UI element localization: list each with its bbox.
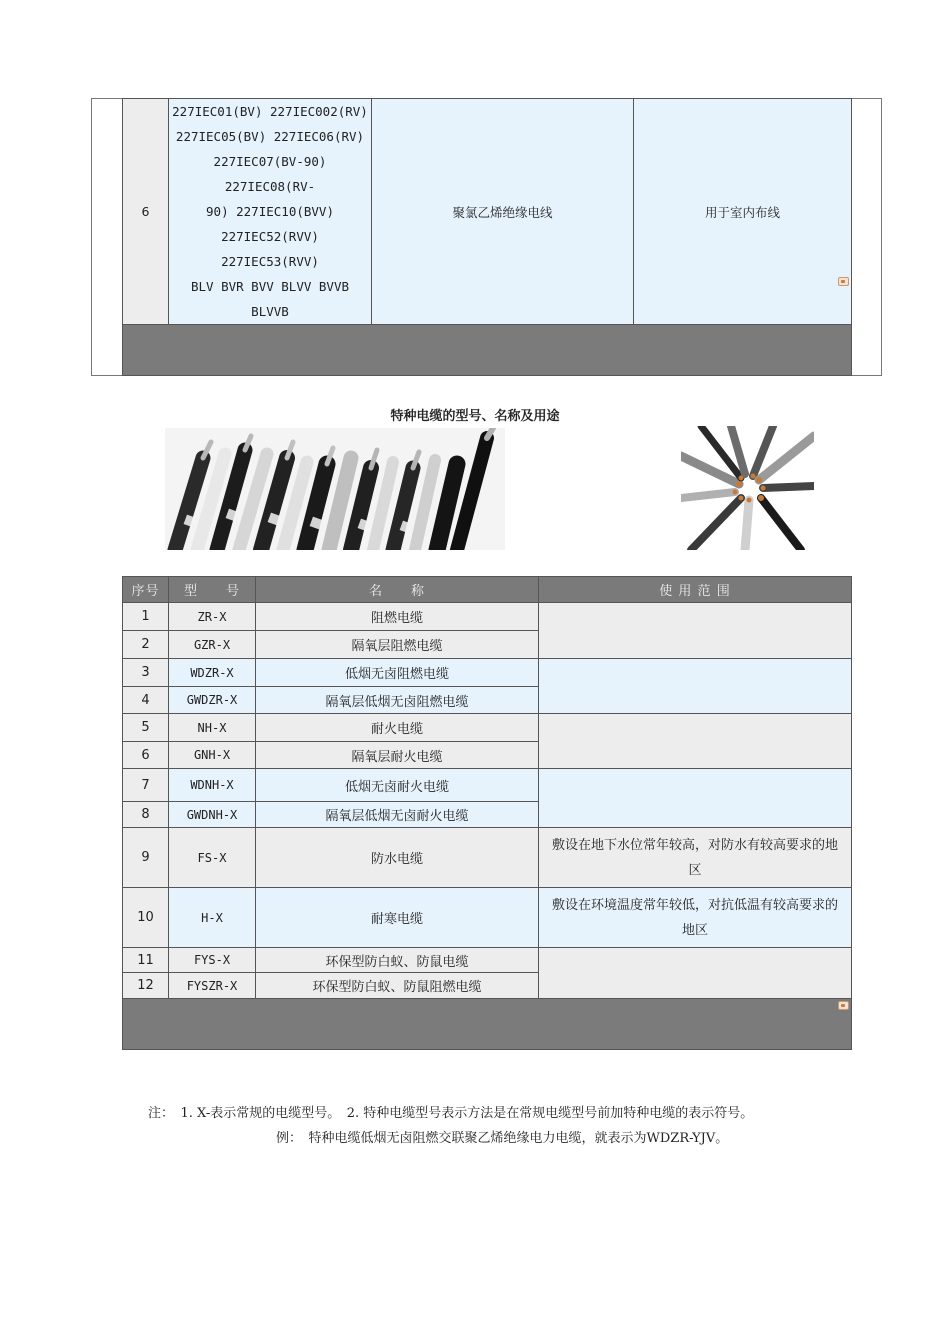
row-number: 1 xyxy=(123,603,169,631)
row-model: FYSZR-X xyxy=(169,973,256,999)
model-line: BLV BVR BVV BLVV BVVB xyxy=(190,279,350,294)
row-number: 4 xyxy=(123,687,169,714)
table-header-row xyxy=(123,577,852,603)
row-usage xyxy=(539,888,852,948)
usage-line: 敷设在地下水位常年较高，对防水有较高要求的地 xyxy=(551,837,838,853)
row-number: 3 xyxy=(123,659,169,687)
table-row xyxy=(123,659,852,687)
row-usage xyxy=(539,659,852,714)
row-usage xyxy=(539,714,852,769)
row-name: 低烟无卤耐火电缆 xyxy=(256,769,539,802)
row-number: 8 xyxy=(123,802,169,828)
row-name: 隔氧层低烟无卤阻燃电缆 xyxy=(256,687,539,714)
note-line-2: 例： 特种电缆低烟无卤阻燃交联聚乙烯绝缘电力电缆，就表示为WDZR-YJV。 xyxy=(276,1131,729,1146)
row-model: NH-X xyxy=(169,714,256,742)
cable-name: 聚氯乙烯绝缘电线 xyxy=(372,99,634,325)
row-name: 耐寒电缆 xyxy=(256,888,539,948)
row-model: GZR-X xyxy=(169,631,256,659)
row-model: ZR-X xyxy=(169,603,256,631)
row-number: 6 xyxy=(123,742,169,769)
edit-corner-icon[interactable] xyxy=(838,1001,849,1010)
row-name: 隔氧层耐火电缆 xyxy=(256,742,539,769)
row-name: 隔氧层低烟无卤耐火电缆 xyxy=(256,802,539,828)
header-no: 序号 xyxy=(123,577,169,603)
row-model: FYS-X xyxy=(169,948,256,973)
header-name: 名 称 xyxy=(256,577,539,603)
model-list xyxy=(169,99,372,325)
row-number: 7 xyxy=(123,769,169,802)
row-usage xyxy=(539,948,852,999)
table-row xyxy=(123,714,852,742)
row-name: 环保型防白蚁、防鼠阻燃电缆 xyxy=(256,973,539,999)
row-name: 阻燃电缆 xyxy=(256,603,539,631)
cable-table-continued xyxy=(122,98,852,376)
row-usage xyxy=(539,603,852,659)
model-line: 90) 227IEC10(BVV) xyxy=(206,204,334,219)
row-number: 9 xyxy=(123,828,169,888)
row-model: GWDNH-X xyxy=(169,802,256,828)
table-row xyxy=(123,828,852,888)
coaxial-cables-illustration xyxy=(165,428,505,550)
row-name: 低烟无卤阻燃电缆 xyxy=(256,659,539,687)
table-row xyxy=(123,888,852,948)
header-usage: 使 用 范 围 xyxy=(539,577,852,603)
cable-cross-section-photo xyxy=(681,426,814,550)
cable-usage: 用于室内布线 xyxy=(634,99,852,325)
row-number: 11 xyxy=(123,948,169,973)
row-name: 隔氧层阻燃电缆 xyxy=(256,631,539,659)
row-model: H-X xyxy=(169,888,256,948)
row-number: 5 xyxy=(123,714,169,742)
table-footer-bar xyxy=(123,325,852,376)
table-row xyxy=(123,603,852,631)
table-row xyxy=(123,769,852,802)
row-number: 12 xyxy=(123,973,169,999)
model-line: 227IEC05(BV) 227IEC06(RV) xyxy=(175,129,365,144)
row-name: 防水电缆 xyxy=(256,828,539,888)
table-row xyxy=(123,948,852,973)
section-title: 特种电缆的型号、名称及用途 xyxy=(390,409,560,424)
coaxial-cables-photo xyxy=(165,428,505,550)
note-line-1: 注： 1. X-表示常规的电缆型号。 2. 特种电缆型号表示方法是在常规电缆型号前加特种电缆的表示符号。 xyxy=(148,1106,754,1121)
usage-line: 地区 xyxy=(681,922,708,938)
cable-cross-section-illustration xyxy=(681,426,814,550)
model-line: 227IEC01(BV) 227IEC002(RV) xyxy=(172,104,368,119)
row-model: FS-X xyxy=(169,828,256,888)
usage-line: 区 xyxy=(688,862,702,878)
table-footer-bar xyxy=(123,999,852,1050)
special-cable-table xyxy=(122,576,852,1050)
row-model: GWDZR-X xyxy=(169,687,256,714)
row-usage xyxy=(539,769,852,828)
row-model: GNH-X xyxy=(169,742,256,769)
header-model: 型 号 xyxy=(169,577,256,603)
row-number: 2 xyxy=(123,631,169,659)
model-line: BLVVB xyxy=(251,304,289,319)
row-model: WDNH-X xyxy=(169,769,256,802)
row-usage xyxy=(539,828,852,888)
row-number: 10 xyxy=(123,888,169,948)
table-row xyxy=(123,99,852,325)
edit-corner-icon[interactable] xyxy=(838,277,849,286)
row-name: 耐火电缆 xyxy=(256,714,539,742)
row-name: 环保型防白蚁、防鼠电缆 xyxy=(256,948,539,973)
model-line: 227IEC07(BV-90) 227IEC08(RV- xyxy=(213,154,327,194)
row-number: 6 xyxy=(123,99,169,325)
row-model: WDZR-X xyxy=(169,659,256,687)
usage-line: 敷设在环境温度常年较低，对抗低温有较高要求的 xyxy=(551,897,838,913)
model-line: 227IEC52(RVV) 227IEC53(RVV) xyxy=(221,229,319,269)
